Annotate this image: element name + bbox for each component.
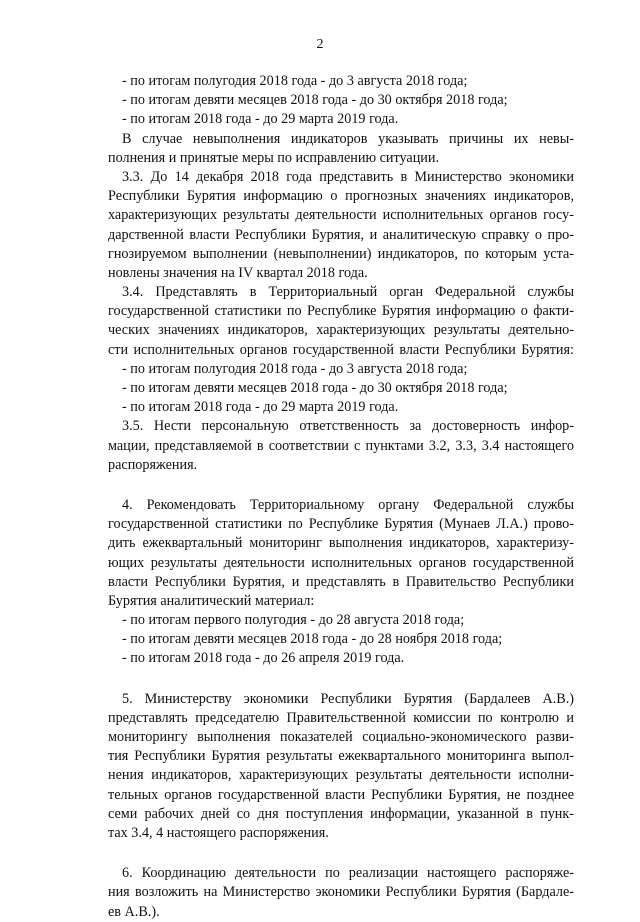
text-line: государственной статистики по Республике Бурятия (Мунаев Л.А.) прово- [108,516,574,533]
text-line: мониторингу выполнения показателей социально-экономического разви- [108,729,574,745]
text-line: мации, представляемой в соответствии с пунктами 3.2, 3.3, 3.4 настоящего [108,437,574,454]
text-line: Бурятия аналитический материал: [108,592,315,609]
text-line: - по итогам девяти месяцев 2018 года - до 30 октября 2018 года; [122,380,508,396]
text-line: семи рабочих дней со дня поступления информации, указанной в пунк- [108,805,574,822]
text-line: 5. Министерству экономики Республики Бурятия (Бардалеев А.В.) [122,690,574,707]
page-number: 2 [316,37,324,52]
text-line: В случае невыполнения индикаторов указывать причины их невы- [122,130,574,147]
text-line: гнозируемом выполнении (невыполнении) индикаторов, по которым уста- [108,245,574,262]
text-line: характеризующих результаты деятельности исполнительных органов госу- [108,207,574,224]
text-line: - по итогам 2018 года - до 26 апреля 2019 года. [122,650,405,667]
text-line: 6. Координацию деятельности по реализации настоящего распоряже- [122,865,574,882]
text-line: власти Республики Бурятия, и представлять в Правительство Республики [108,573,574,590]
document-body [108,72,574,922]
text-line: - по итогам 2018 года - до 29 марта 2019 года. [122,111,399,128]
paragraph-gap [108,669,574,690]
text-line: тельных органов государственной власти Республики Бурятия, не позднее [108,786,574,803]
text-line: тах 3.4, 4 настоящего распоряжения. [108,824,329,841]
text-line: ев А.В.). [108,903,160,920]
text-line: дить ежеквартальный мониторинг выполнения индикаторов, характеризу- [108,535,574,552]
text-line: ющих результаты деятельности исполнительных органов государственной [108,554,574,571]
text-line: новлены значения на IV квартал 2018 года. [108,264,368,281]
text-line: - по итогам первого полугодия - до 28 августа 2018 года; [122,612,465,629]
text-line: 4. Рекомендовать Территориальному органу Федеральной службы [122,496,574,513]
text-line: распоряжения. [108,456,198,473]
text-line: 3.4. Представлять в Территориальный орган Федеральной службы [122,284,574,301]
text-line: ческих значениях индикаторов, характеризующих результаты деятельно- [108,322,574,339]
text-line: Республики Бурятия информацию о прогнозных значениях индикаторов, [108,188,574,205]
text-line: представлять председателю Правительственной комиссии по контролю и [108,709,574,726]
text-line: полнения и принятые меры по исправлению ситуации. [108,149,440,166]
text-line: сти исполнительных органов государственной власти Республики Бурятия: [108,341,574,358]
text-line: - по итогам полугодия 2018 года - до 3 августа 2018 года; [122,73,468,89]
text-line: дарственной власти Республики Бурятия, и аналитическую справку о про- [108,226,574,243]
paragraph-gap [108,475,574,496]
text-line: 3.5. Нести персональную ответственность за достоверность инфор- [122,418,574,435]
text-line: - по итогам 2018 года - до 29 марта 2019 года. [122,399,399,416]
text-line: нения индикаторов, характеризующих результаты деятельности исполни- [108,767,574,784]
paragraph-gap [108,843,574,864]
text-line: - по итогам девяти месяцев 2018 года - до 28 ноября 2018 года; [122,631,503,648]
text-line: ния возложить на Министерство экономики Республики Бурятия (Бардале- [108,884,574,901]
text-line: тия Республики Бурятия результаты ежеквартального мониторинга выпол- [108,748,574,765]
text-line: 3.3. До 14 декабря 2018 года представить в Министерство экономики [122,168,574,185]
text-line: - по итогам девяти месяцев 2018 года - до 30 октября 2018 года; [122,92,508,109]
text-line: государственной статистики по Республике Бурятия информацию о факти- [108,303,574,320]
text-line: - по итогам полугодия 2018 года - до 3 августа 2018 года; [122,360,468,377]
